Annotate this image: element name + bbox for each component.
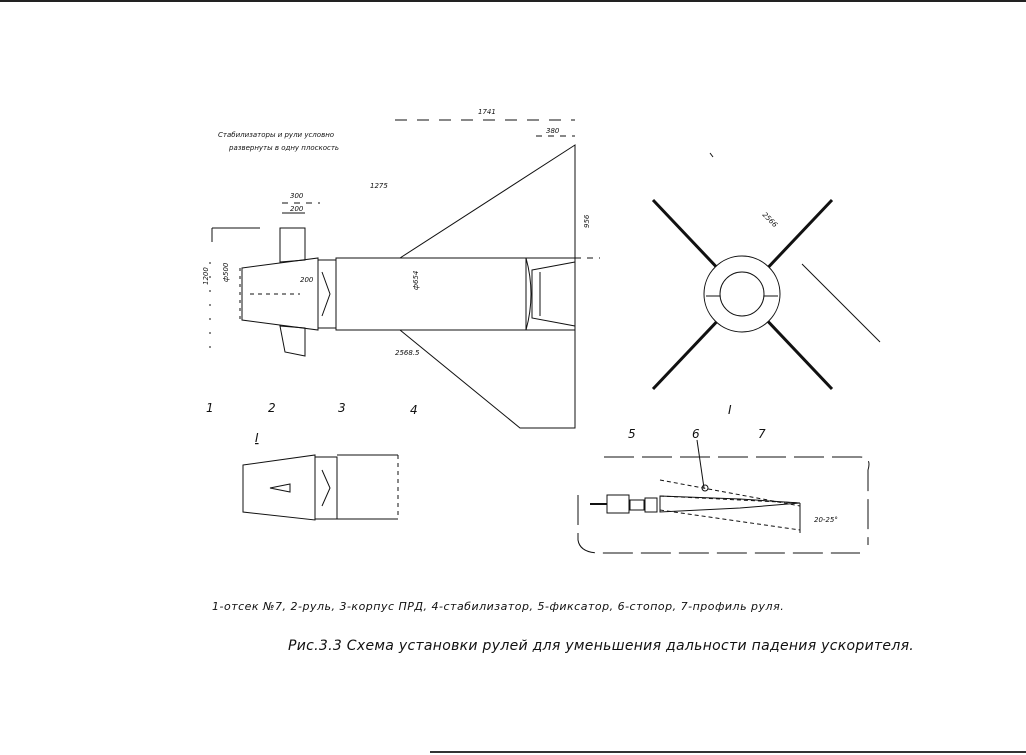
stabilizer-lower <box>400 330 575 428</box>
note-line-1: Стабилизаторы и рули условно <box>218 131 335 139</box>
dim-angle: 20-25° <box>814 516 838 524</box>
rudder-fixation-detail <box>578 440 869 553</box>
coupling <box>318 260 336 328</box>
dim-200: 200 <box>290 205 304 213</box>
figure-caption: Рис.3.3 Схема установки рулей для уменьшения дальности падения ускорителя. <box>288 638 915 654</box>
stopper <box>697 440 704 488</box>
bottom-border <box>430 751 1026 753</box>
part-number-7: 7 <box>758 427 766 441</box>
rudder-profile <box>660 496 800 512</box>
part-number-3: 3 <box>338 401 346 415</box>
part-number-5: 5 <box>628 427 636 441</box>
dim-1275: 1275 <box>370 182 388 190</box>
end-view-cross <box>653 153 880 389</box>
section-label-main: I <box>728 403 732 417</box>
dim-1200: 1200 <box>202 267 210 285</box>
dim-2568: 2568.5 <box>395 349 420 357</box>
detail-view-booster <box>243 455 398 520</box>
dim-380: 380 <box>546 127 560 135</box>
section-label-detail: I <box>255 431 259 445</box>
part-number-4: 4 <box>410 403 418 417</box>
nozzle <box>532 262 575 326</box>
dim-956: 956 <box>583 214 591 228</box>
dim-2566: 2566 <box>760 210 779 230</box>
dim-500: ф500 <box>222 262 230 282</box>
dim-654: ф654 <box>412 270 420 290</box>
note-line-2: развернуты в одну плоскость <box>229 144 340 152</box>
dim-300: 300 <box>290 192 304 200</box>
part-number-2: 2 <box>268 401 276 415</box>
booster-side-view <box>210 120 600 428</box>
rudder-upper <box>280 228 305 262</box>
part-number-1: 1 <box>206 401 214 415</box>
dim-200-inner: 200 <box>300 276 314 284</box>
rudder-lower <box>280 326 305 356</box>
stabilizer-upper <box>400 145 575 258</box>
outer-ring <box>704 256 780 332</box>
dim-1741: 1741 <box>478 108 496 116</box>
motor-case <box>336 258 526 330</box>
fixator <box>607 495 629 513</box>
part-number-6: 6 <box>692 427 700 441</box>
parts-legend: 1-отсек №7, 2-руль, 3-корпус ПРД, 4-стабилизатор, 5-фиксатор, 6-стопор, 7-профиль руля. <box>212 600 785 613</box>
